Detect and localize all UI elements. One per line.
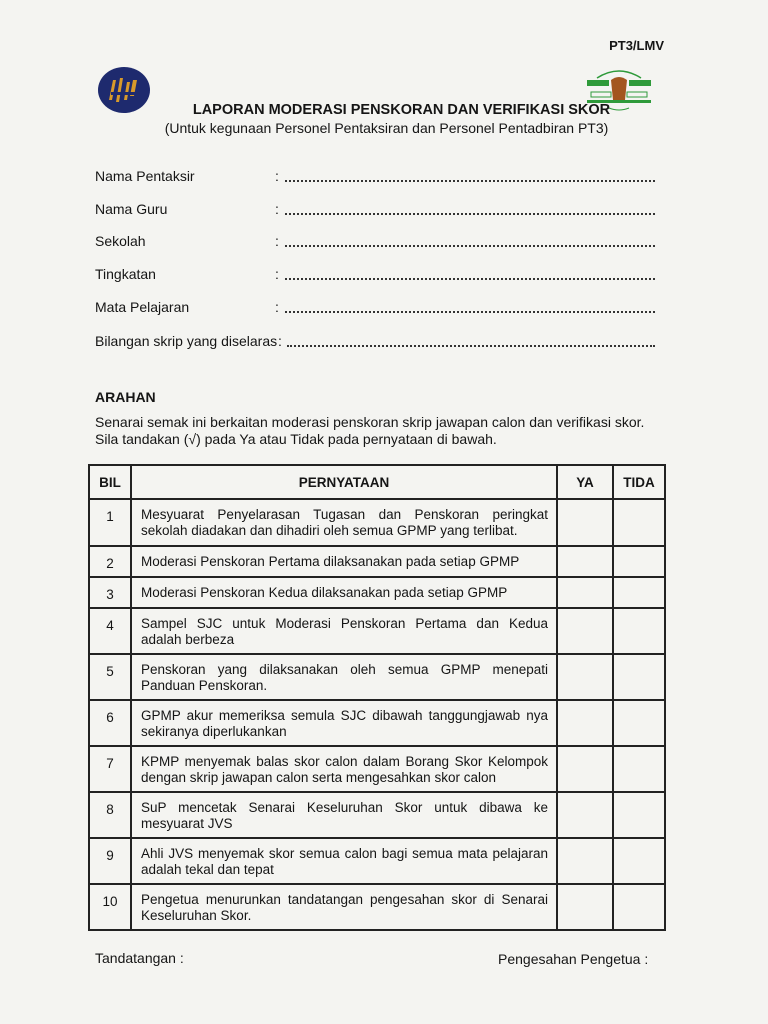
table-row <box>89 608 665 654</box>
field-label: Sekolah <box>95 233 146 249</box>
field-blank-line[interactable] <box>285 245 655 247</box>
row-number: 9 <box>89 838 131 884</box>
table-row <box>89 838 665 884</box>
row-statement: Pengetua menurunkan tandatangan pengesahan skor di Senarai Keseluruhan Skor. <box>131 884 557 930</box>
tidak-checkbox[interactable] <box>613 608 665 654</box>
field-label: Nama Guru <box>95 201 168 217</box>
table-row <box>89 546 665 577</box>
tidak-checkbox[interactable] <box>613 654 665 700</box>
tidak-checkbox[interactable] <box>613 884 665 930</box>
tidak-checkbox[interactable] <box>613 546 665 577</box>
tidak-checkbox[interactable] <box>613 577 665 608</box>
arahan-line-1: Senarai semak ini berkaitan moderasi penskoran skrip jawapan calon dan verifikasi skor. <box>95 414 645 430</box>
form-code: PT3/LMV <box>609 38 664 53</box>
row-number: 3 <box>89 577 131 608</box>
row-number: 6 <box>89 700 131 746</box>
ya-checkbox[interactable] <box>557 608 613 654</box>
table-row <box>89 577 665 608</box>
field-label: Nama Pentaksir <box>95 168 195 184</box>
field-bilangan-skrip[interactable] <box>95 333 655 351</box>
ya-checkbox[interactable] <box>557 654 613 700</box>
checklist-table <box>88 464 666 931</box>
field-mata-pelajaran[interactable] <box>95 299 655 317</box>
signature-label: Tandatangan : <box>95 950 184 966</box>
arahan-heading: ARAHAN <box>95 389 156 405</box>
row-statement: Mesyuarat Penyelarasan Tugasan dan Penskoran peringkat sekolah diadakan dan dihadiri oleh semua GPMP yang terlibat. <box>131 499 557 546</box>
arahan-line-2: Sila tandakan (√) pada Ya atau Tidak pada pernyataan di bawah. <box>95 431 497 447</box>
table-row <box>89 792 665 838</box>
tidak-checkbox[interactable] <box>613 746 665 792</box>
table-row <box>89 746 665 792</box>
ya-checkbox[interactable] <box>557 884 613 930</box>
field-blank-line[interactable] <box>285 180 655 182</box>
field-colon: : <box>275 266 279 282</box>
tidak-checkbox[interactable] <box>613 499 665 546</box>
table-row <box>89 884 665 930</box>
field-colon: : <box>275 233 279 249</box>
row-statement: KPMP menyemak balas skor calon dalam Borang Skor Kelompok dengan skrip jawapan calon serta mengesahkan skor calon <box>131 746 557 792</box>
row-statement: Moderasi Penskoran Kedua dilaksanakan pada setiap GPMP <box>131 577 557 608</box>
ya-checkbox[interactable] <box>557 577 613 608</box>
ya-checkbox[interactable] <box>557 700 613 746</box>
row-number: 7 <box>89 746 131 792</box>
field-nama-pentaksir[interactable] <box>95 168 655 186</box>
row-statement: Penskoran yang dilaksanakan oleh semua GPMP menepati Panduan Penskoran. <box>131 654 557 700</box>
col-header-bil: BIL <box>89 465 131 499</box>
row-number: 1 <box>89 499 131 546</box>
ya-checkbox[interactable] <box>557 792 613 838</box>
tidak-checkbox[interactable] <box>613 838 665 884</box>
col-header-tidak: TIDA <box>613 465 665 499</box>
field-colon: : <box>275 168 279 184</box>
page-subtitle: (Untuk kegunaan Personel Pentaksiran dan Personel Pentadbiran PT3) <box>164 120 609 136</box>
row-statement: Sampel SJC untuk Moderasi Penskoran Pertama dan Kedua adalah berbeza <box>131 608 557 654</box>
field-colon: : <box>278 333 282 349</box>
tidak-checkbox[interactable] <box>613 792 665 838</box>
ya-checkbox[interactable] <box>557 746 613 792</box>
row-number: 4 <box>89 608 131 654</box>
principal-approval-label: Pengesahan Pengetua : <box>498 951 649 967</box>
ya-checkbox[interactable] <box>557 499 613 546</box>
field-colon: : <box>275 299 279 315</box>
row-number: 2 <box>89 546 131 577</box>
row-statement: GPMP akur memeriksa semula SJC dibawah tanggungjawab nya sekiranya diperlukankan <box>131 700 557 746</box>
table-row <box>89 499 665 546</box>
row-number: 10 <box>89 884 131 930</box>
table-row <box>89 700 665 746</box>
field-nama-guru[interactable] <box>95 201 655 219</box>
page-title: LAPORAN MODERASI PENSKORAN DAN VERIFIKASI SKOR <box>192 102 611 118</box>
row-statement: Moderasi Penskoran Pertama dilaksanakan pada setiap GPMP <box>131 546 557 577</box>
field-label: Tingkatan <box>95 266 156 282</box>
arahan-text <box>95 414 665 448</box>
tidak-checkbox[interactable] <box>613 700 665 746</box>
table-row <box>89 654 665 700</box>
row-statement: Ahli JVS menyemak skor semua calon bagi semua mata pelajaran adalah tekal dan tepat <box>131 838 557 884</box>
row-statement: SuP mencetak Senarai Keseluruhan Skor untuk dibawa ke mesyuarat JVS <box>131 792 557 838</box>
field-blank-line[interactable] <box>287 345 655 347</box>
table-header-row <box>89 465 665 499</box>
field-label: Mata Pelajaran <box>95 299 190 315</box>
field-sekolah[interactable] <box>95 233 655 251</box>
col-header-pernyataan: PERNYATAAN <box>131 465 557 499</box>
ya-checkbox[interactable] <box>557 838 613 884</box>
field-tingkatan[interactable] <box>95 266 655 284</box>
ya-checkbox[interactable] <box>557 546 613 577</box>
field-blank-line[interactable] <box>285 311 655 313</box>
field-label: Bilangan skrip yang diselaras <box>95 333 278 349</box>
row-number: 8 <box>89 792 131 838</box>
field-blank-line[interactable] <box>285 278 655 280</box>
field-colon: : <box>275 201 279 217</box>
col-header-ya: YA <box>557 465 613 499</box>
row-number: 5 <box>89 654 131 700</box>
field-blank-line[interactable] <box>285 213 655 215</box>
